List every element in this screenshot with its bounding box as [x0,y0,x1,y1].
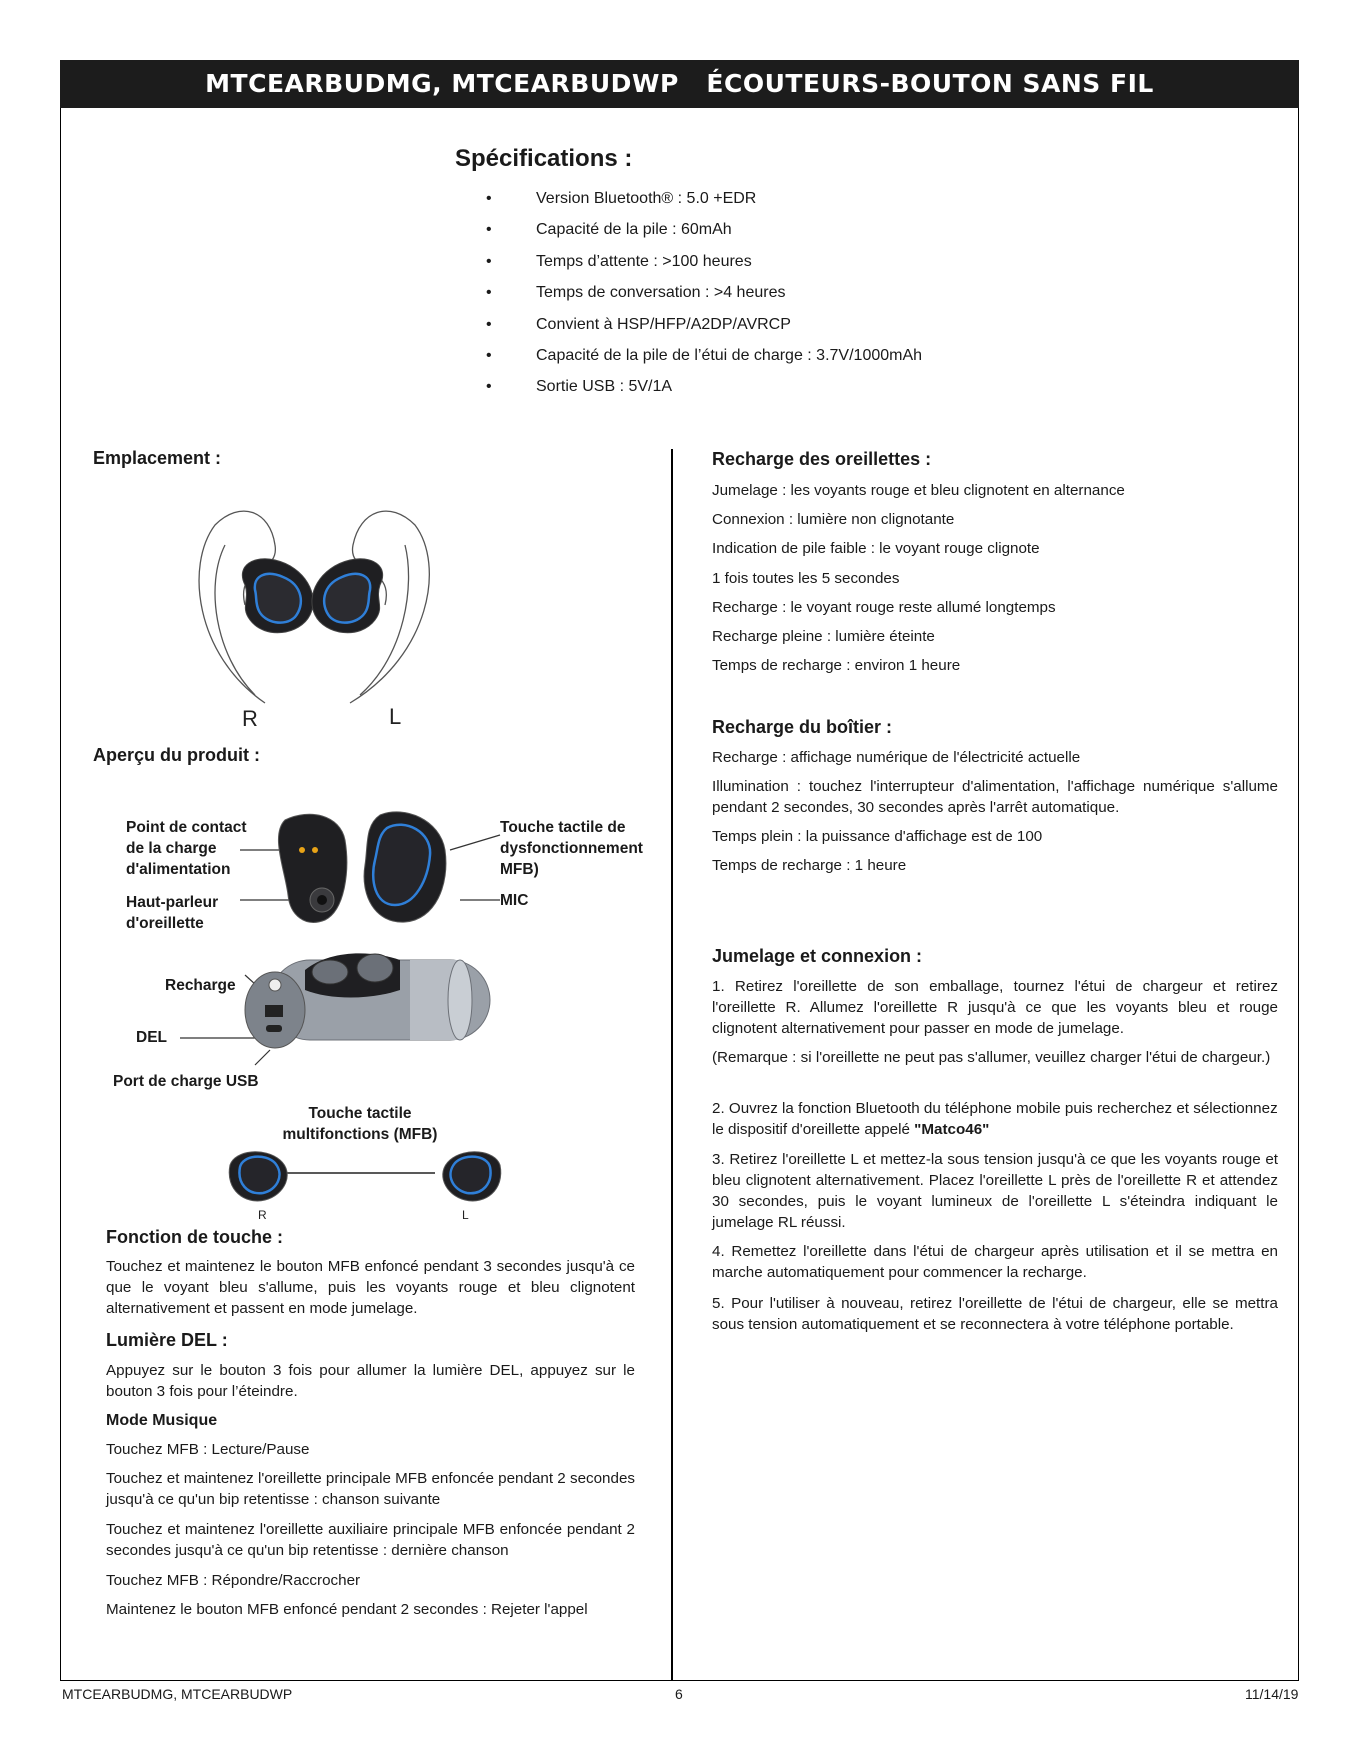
musique-item: Touchez MFB : Répondre/Raccrocher [106,1572,361,1589]
footer-date: 11/14/19 [1245,1686,1299,1702]
callout-mic: MIC [500,892,529,909]
lumiere-title: Lumière DEL : [106,1330,228,1350]
callout-haut-parleur: Haut-parleur d'oreillette [126,894,219,932]
recharge-item: 1 fois toutes les 5 secondes [712,570,900,587]
jumelage-item: (Remarque : si l'oreillette ne peut pas s'allumer, veuillez charger l'étui de chargeur.) [712,1049,1271,1066]
boitier-item: Temps de recharge : 1 heure [712,857,907,874]
musique-item: Maintenez le bouton MFB enfoncé pendant 2 secondes : Rejeter l'appel [106,1601,588,1618]
callout-del: DEL [136,1029,167,1046]
earbuds-worn-illustration [195,505,465,705]
jumelage-item: 5. Pour l'utiliser à nouveau, retirez l'oreillette de l'étui de chargeur, elle se mettra sous tension automatiquement et se reconnectera à votre téléphone portable. [712,1295,1278,1333]
earbuds-mfb-illustration [225,1145,505,1205]
ear-label-right: R [242,706,258,731]
musique-title: Mode Musique [106,1412,218,1429]
recharge-item: Jumelage : les voyants rouge et bleu clignotent en alternance [712,482,1125,499]
callout-touche-tactile: Touche tactile de dysfonctionnement MFB) [500,819,643,878]
mfb-label-right: R [258,1208,267,1222]
header-title: ÉCOUTEURS-BOUTON SANS FIL [706,69,1154,98]
recharge-item: Recharge pleine : lumière éteinte [712,628,935,645]
product-overview-illustration [230,810,530,1090]
spec-item: • Sortie USB : 5V/1A [455,371,922,402]
musique-item: Touchez et maintenez l'oreillette principale MFB enfoncée pendant 2 secondes jusqu'à ce qu'un bip retentisse : chanson suivante [106,1470,635,1508]
boitier-item: Recharge : affichage numérique de l'électricité actuelle [712,749,1081,766]
recharge-item: Recharge : le voyant rouge reste allumé longtemps [712,599,1056,616]
jumelage-item: 4. Remettez l'oreillette dans l'étui de chargeur après utilisation et il se mettra en marche automatiquement pour commencer la recharge. [712,1243,1278,1281]
recharge-item: Indication de pile faible : le voyant rouge clignote [712,540,1040,557]
boitier-item: Temps plein : la puissance d'affichage est de 100 [712,828,1043,845]
specifications-title: Spécifications : [455,145,633,172]
callout-recharge: Recharge [165,977,236,994]
boitier-item: Illumination : touchez l'interrupteur d'alimentation, l'affichage numérique s'allume pendant 2 secondes, 30 secondes après l'arrêt automatique. [712,778,1278,816]
spec-item: • Capacité de la pile : 60mAh [455,214,922,245]
fonction-text: Touchez et maintenez le bouton MFB enfoncé pendant 3 secondes jusqu'à ce que le voyant bleu s'allume, puis les voyants rouge et bleu clignotent alternativement et passent en mode jumelage. [106,1258,635,1317]
musique-item: Touchez et maintenez l'oreillette auxiliaire principale MFB enfoncée pendant 2 secondes jusqu'à ce qu'un bip retentisse : dernière chanson [106,1521,635,1559]
spec-item: • Convient à HSP/HFP/A2DP/AVRCP [455,309,922,340]
spec-item: • Temps de conversation : >4 heures [455,277,922,308]
emplacement-title: Emplacement : [93,448,222,468]
mfb-label-left: L [462,1208,469,1222]
footer-models: MTCEARBUDMG, MTCEARBUDWP [62,1686,293,1702]
jumelage-item-text: 2. Ouvrez la fonction Bluetooth du téléphone mobile puis recherchez et sélectionnez le dispositif d'oreillette appelé [712,1100,1278,1138]
ear-label-left: L [389,704,402,729]
specifications-list [455,183,922,403]
recharge-item: Connexion : lumière non clignotante [712,511,955,528]
callout-port-usb: Port de charge USB [113,1073,259,1090]
column-divider [671,449,673,1681]
page-header [60,60,1299,108]
jumelage-item-2 [712,1098,1278,1140]
callout-contact: Point de contact de la charge d'alimentation [126,819,247,878]
recharge-title: Recharge des oreillettes : [712,449,932,469]
specifications-section [455,145,922,403]
callout-mfb-multi: Touche tactile multifonctions (MFB) [282,1105,438,1143]
header-models: MTCEARBUDMG, MTCEARBUDWP [205,69,679,98]
jumelage-item: 3. Retirez l'oreillette L et mettez-la sous tension jusqu'à ce que les voyants rouge et bleu clignotent alternativement. Placez l'oreillette L près de l'oreillette R et attendez 30 secondes, puis le voyant lumineux de l'oreillette L s'éteindra indiquant le jumelage RL réussi. [712,1151,1278,1231]
spec-item: • Temps d’attente : >100 heures [455,246,922,277]
spec-item: • Version Bluetooth® : 5.0 +EDR [455,183,922,214]
device-name: "Matco46" [914,1121,990,1138]
musique-item: Touchez MFB : Lecture/Pause [106,1441,310,1458]
lumiere-text: Appuyez sur le bouton 3 fois pour allumer la lumière DEL, appuyez sur le bouton 3 fois pour l’éteindre. [106,1362,635,1400]
recharge-item: Temps de recharge : environ 1 heure [712,657,961,674]
fonction-title: Fonction de touche : [106,1227,283,1247]
spec-item: • Capacité de la pile de l’étui de charge : 3.7V/1000mAh [455,340,922,371]
apercu-title: Aperçu du produit : [93,745,260,765]
footer-page-number: 6 [675,1686,683,1702]
jumelage-item: 1. Retirez l'oreillette de son emballage, tournez l'étui de chargeur et retirez l'oreillette R. Allumez l'oreillette R jusqu'à ce que les voyants bleu et rouge clignotent alternativement pour passer en mode de jumelage. [712,978,1278,1037]
boitier-title: Recharge du boîtier : [712,717,893,737]
jumelage-title: Jumelage et connexion : [712,946,923,966]
